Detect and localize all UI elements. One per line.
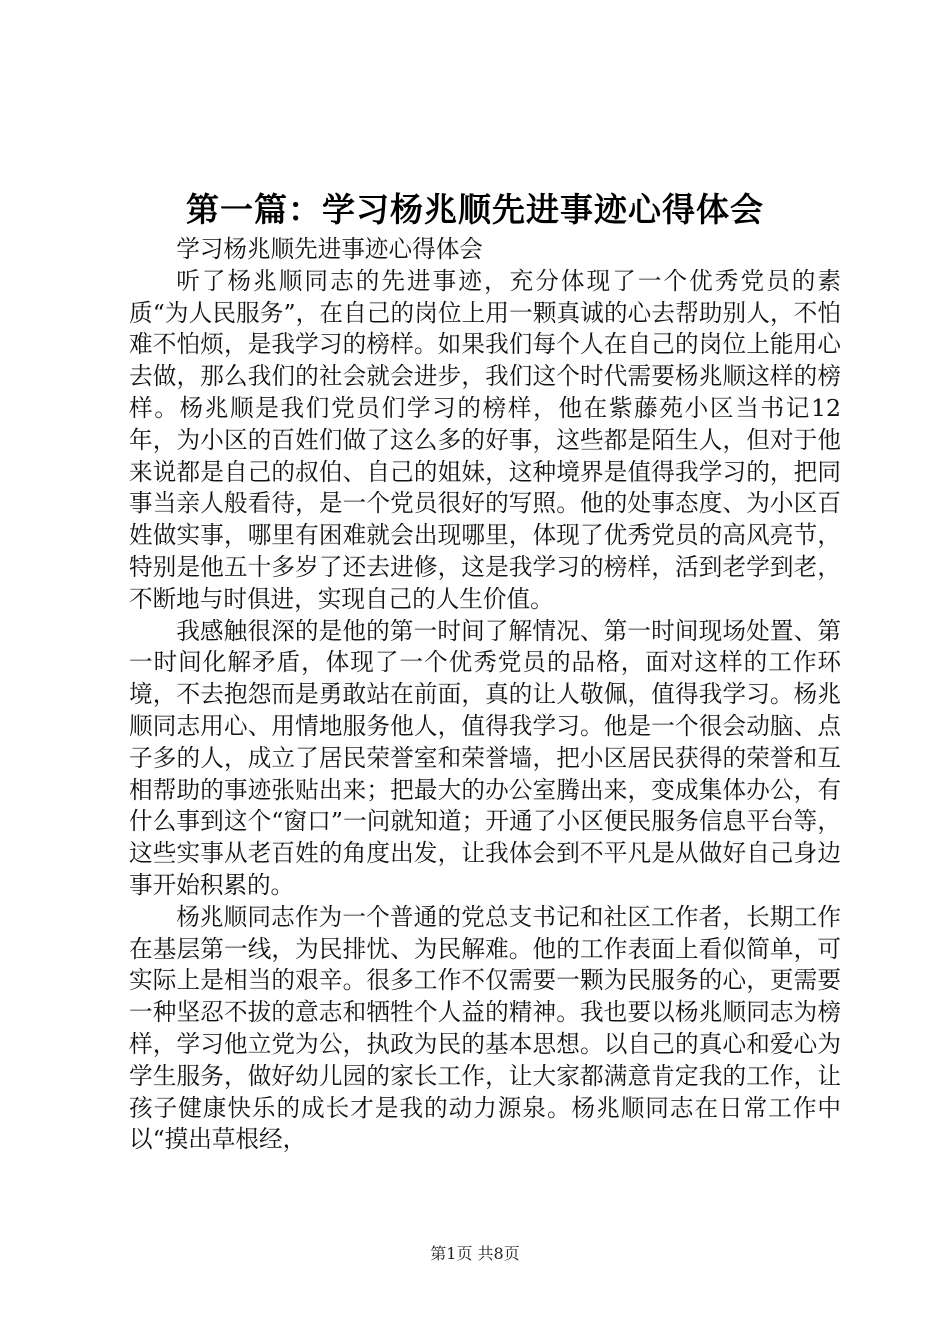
- document-body: [129, 234, 841, 1156]
- paragraph-3: 杨兆顺同志作为一个普通的党总支书记和社区工作者，长期工作在基层第一线，为民排忧、为民解难。他的工作表面上看似简单，可实际上是相当的艰辛。很多工作不仅需要一颗为民服务的心，更需要一种坚忍不拔的意志和牺牲个人益的精神。我也要以杨兆顺同志为榜样，学习他立党为公，执政为民的基本思想。以自己的真心和爱心为学生服务，做好幼儿园的家长工作，让大家都满意肯定我的工作，让孩子健康快乐的成长才是我的动力源泉。杨兆顺同志在日常工作中以“摸出草根经，: [129, 902, 841, 1154]
- paragraph-2: 我感触很深的是他的第一时间了解情况、第一时间现场处置、第一时间化解矛盾，体现了一个优秀党员的品格，面对这样的工作环境，不去抱怨而是勇敢站在前面，真的让人敬佩，值得我学习。杨兆顺同志用心、用情地服务他人，值得我学习。他是一个很会动脑、点子多的人，成立了居民荣誉室和荣誉墙，把小区居民获得的荣誉和互相帮助的事迹张贴出来；把最大的办公室腾出来，变成集体办公，有什么事到这个“窗口”一问就知道；开通了小区便民服务信息平台等，这些实事从老百姓的角度出发，让我体会到不平凡是从做好自己身边事开始积累的。: [129, 616, 841, 899]
- paragraph-1: 听了杨兆顺同志的先进事迹，充分体现了一个优秀党员的素质“为人民服务”，在自己的岗位上用一颗真诚的心去帮助别人，不怕难不怕烦，是我学习的榜样。如果我们每个人在自己的岗位上能用心去做，那么我们的社会就会进步，我们这个时代需要杨兆顺这样的榜样。杨兆顺是我们党员们学习的榜样，他在紫藤苑小区当书记12年，为小区的百姓们做了这么多的好事，这些都是陌生人，但对于他来说都是自己的叔伯、自己的姐妹，这种境界是值得我学习的，把同事当亲人般看待，是一个党员很好的写照。他的处事态度、为小区百姓做实事，哪里有困难就会出现哪里，体现了优秀党员的高风亮节，特别是他五十多岁了还去进修，这是我学习的榜样，活到老学到老，不断地与时俱进，实现自己的人生价值。: [129, 266, 841, 613]
- page-number-footer: 第1页 共8页: [430, 1244, 520, 1263]
- page-title: 第一篇：学习杨兆顺先进事迹心得体会: [186, 190, 764, 229]
- subtitle: 学习杨兆顺先进事迹心得体会: [176, 235, 483, 263]
